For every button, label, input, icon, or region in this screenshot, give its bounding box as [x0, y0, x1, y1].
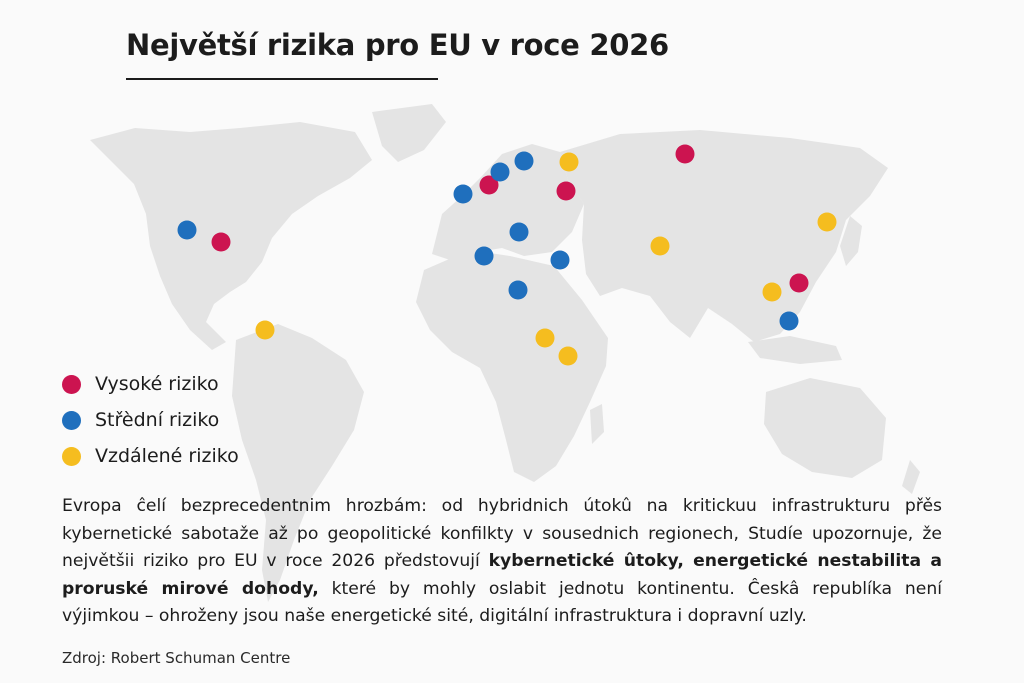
north-america-shape — [90, 122, 372, 350]
greenland-shape — [372, 104, 446, 162]
australia-shape — [764, 378, 886, 478]
high-risk-marker — [557, 182, 576, 201]
madagascar-shape — [590, 404, 604, 444]
low-risk-marker — [536, 329, 555, 348]
low-risk-marker — [560, 153, 579, 172]
new-zealand-shape — [902, 460, 920, 494]
source-note: Zdroj: Robert Schuman Centre — [62, 649, 291, 667]
medium-risk-marker — [454, 185, 473, 204]
legend-item-high — [62, 366, 239, 402]
legend-item-low — [62, 438, 239, 474]
description-part-1: Evropa ĉelí bezprecedentnim hrozbám: od hybridnich útokû na kritickuu infrastrukturu přěs kybernetické sabotaže až po geopolitické konfilkty v sousednich regionech, Studíe upozornuje, že největšii riziko pro EU v roce 2026 předstovují — [62, 496, 942, 571]
legend-label-medium: Střèdní riziko — [95, 409, 220, 431]
medium-risk-dot-icon — [62, 411, 81, 430]
low-risk-marker — [256, 321, 275, 340]
low-risk-marker — [818, 213, 837, 232]
low-risk-marker — [651, 237, 670, 256]
description-highlight: kybernetické ûtoky, energetické nestabilita a proruské mirové dohody, — [62, 551, 942, 599]
asia-shape — [560, 130, 888, 342]
high-risk-dot-icon — [62, 375, 81, 394]
high-risk-marker — [212, 233, 231, 252]
medium-risk-marker — [178, 221, 197, 240]
medium-risk-marker — [510, 223, 529, 242]
high-risk-marker — [676, 145, 695, 164]
map-legend — [62, 366, 239, 474]
description-paragraph — [62, 493, 942, 631]
low-risk-marker — [763, 283, 782, 302]
low-risk-marker — [559, 347, 578, 366]
indonesia-shape — [748, 336, 842, 364]
medium-risk-marker — [491, 163, 510, 182]
legend-item-medium — [62, 402, 239, 438]
high-risk-marker — [790, 274, 809, 293]
medium-risk-marker — [780, 312, 799, 331]
legend-label-low: Vzdálené riziko — [95, 445, 239, 467]
legend-label-high: Vysoké riziko — [95, 373, 219, 395]
medium-risk-marker — [475, 247, 494, 266]
medium-risk-marker — [551, 251, 570, 270]
description-part-2: které by mohly oslabit jednotu kontinentu. Ĉeskâ republíka není výjimkou – ohroženy jsou naše energetické sité, digitální infrastruktura i dopravní uzly. — [62, 578, 942, 626]
medium-risk-marker — [515, 152, 534, 171]
map-title: Největší rizika pro EU v roce 2026 — [126, 28, 669, 62]
medium-risk-marker — [509, 281, 528, 300]
low-risk-dot-icon — [62, 447, 81, 466]
